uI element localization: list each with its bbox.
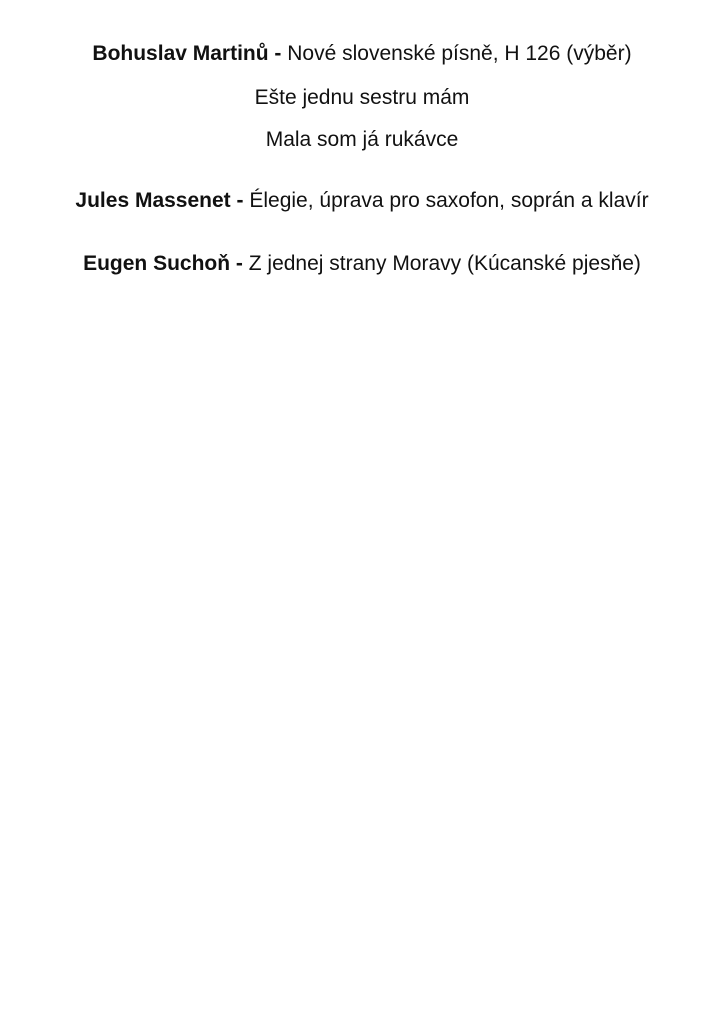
song-title: Mala som já rukávce (265, 128, 459, 151)
work-title: Nové slovenské písně, H 126 (výběr) (287, 42, 632, 65)
composer-name: Eugen Suchoň - (83, 252, 243, 275)
work-title: Z jednej strany Moravy (Kúcanské pjesňe) (248, 252, 641, 275)
composer-name: Jules Massenet - (75, 189, 244, 212)
program-entry-massenet (0, 187, 724, 215)
program-entry-martinu (0, 40, 724, 68)
song-title: Ešte jednu sestru mám (254, 86, 470, 109)
program-entry-suchon (0, 250, 724, 278)
composer-name: Bohuslav Martinů - (92, 42, 282, 65)
work-title: Élegie, úprava pro saxofon, soprán a klavír (249, 189, 649, 212)
